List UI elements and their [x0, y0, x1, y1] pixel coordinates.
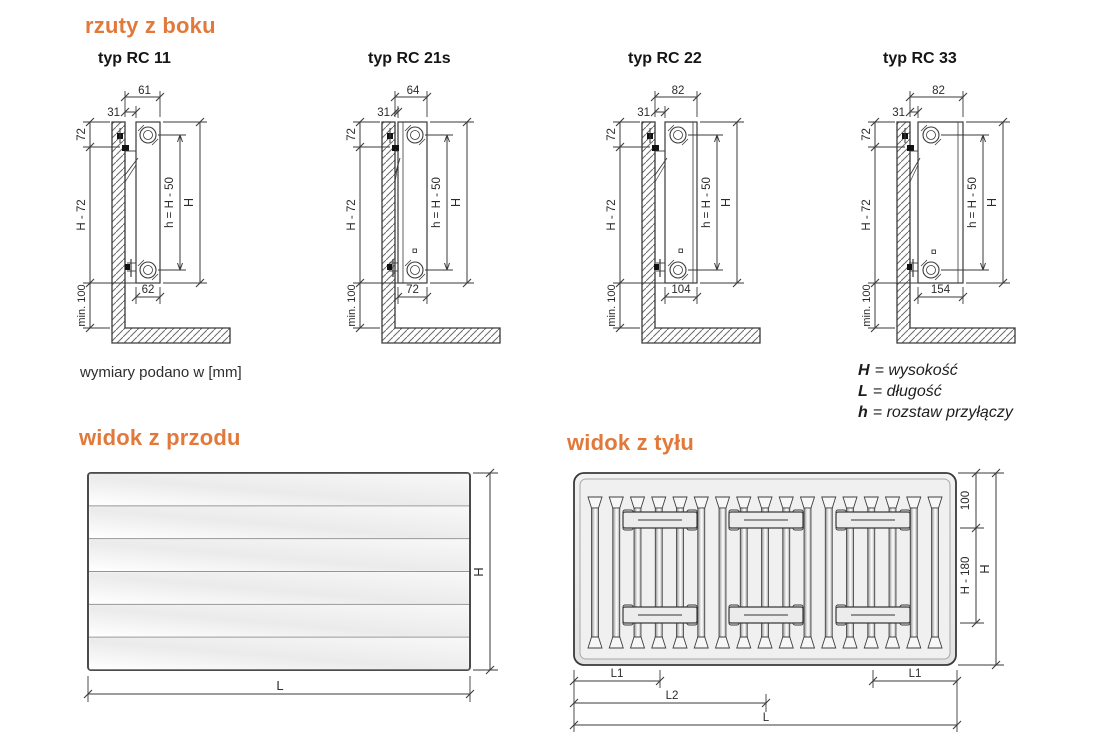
- rear-view-drawing: [560, 460, 1094, 751]
- section-title-rear-view: widok z tyłu: [567, 430, 695, 455]
- dim-label: 82: [932, 85, 945, 97]
- dim-label: 82: [671, 85, 685, 97]
- radiator-panel: [136, 122, 160, 283]
- diagram-title: typ RC 21s: [368, 50, 451, 67]
- dim-label: H: [449, 197, 463, 208]
- dim-label: H: [977, 564, 992, 574]
- side-view-rc11: [60, 50, 310, 355]
- dim-label: h = H - 50: [967, 177, 979, 228]
- dim-label: min. 100: [346, 284, 358, 327]
- dim-label: L: [762, 712, 770, 724]
- legend-item: [858, 381, 1013, 402]
- dim-label: 72: [861, 128, 873, 141]
- dim-label: H - 72: [861, 199, 873, 231]
- dim-label: 100: [960, 490, 972, 511]
- dim-label: 104: [671, 284, 691, 296]
- dim-label: H - 72: [346, 199, 358, 231]
- dim-label: 72: [406, 284, 419, 296]
- radiator-panel: [398, 122, 427, 283]
- legend-symbol: h: [858, 404, 868, 421]
- legend-text: = wysokość: [874, 362, 958, 379]
- section-title-front-view: widok z przodu: [79, 425, 241, 450]
- side-view-rc33: [845, 50, 1094, 355]
- dim-label: 64: [406, 85, 420, 97]
- wall-and-floor: [642, 122, 760, 343]
- dimension-legend: [858, 360, 1013, 423]
- dim-label: h = H - 50: [164, 177, 176, 228]
- dim-label: H - 180: [960, 556, 972, 595]
- radiator-panel: [918, 122, 963, 283]
- dim-label: h = H - 50: [431, 177, 443, 228]
- diagram-title: typ RC 33: [883, 50, 957, 67]
- front-panel: [88, 473, 470, 670]
- dim-label: L2: [665, 690, 679, 702]
- dim-label: H: [182, 197, 196, 208]
- dim-label: min. 100: [861, 284, 873, 327]
- radiator-panel: [665, 122, 697, 283]
- dim-label: L1: [610, 668, 624, 680]
- diagram-title: typ RC 22: [628, 50, 702, 67]
- front-view-drawing: [60, 460, 520, 720]
- dim-label: H - 72: [606, 199, 618, 231]
- legend-text: = rozstaw przyłączy: [872, 404, 1013, 421]
- legend-item: [858, 360, 1013, 381]
- dim-label: H: [985, 197, 999, 208]
- dim-label: 62: [141, 284, 155, 296]
- dim-label: 61: [138, 85, 151, 97]
- side-view-rc22: [590, 50, 840, 355]
- dim-label: 31: [377, 107, 390, 119]
- dim-label: L1: [908, 668, 922, 680]
- dim-label: L: [276, 678, 284, 693]
- side-view-drawing-rc22: [590, 85, 840, 355]
- dim-label: 154: [930, 284, 951, 296]
- dim-label: min. 100: [76, 284, 88, 327]
- legend-symbol: L: [858, 383, 868, 400]
- wall-and-floor: [112, 122, 230, 343]
- dim-label: 72: [76, 128, 88, 141]
- legend-text: = długość: [872, 383, 942, 400]
- dim-label: h = H - 50: [701, 177, 713, 228]
- dim-label: 31: [892, 107, 905, 119]
- dim-label: H - 72: [76, 199, 88, 231]
- dim-label: 31: [107, 107, 120, 119]
- legend-item: [858, 402, 1013, 423]
- side-view-rc21s: [330, 50, 580, 355]
- dim-label: H: [471, 567, 486, 577]
- diagram-title: typ RC 11: [98, 50, 171, 67]
- legend-symbol: H: [858, 362, 870, 379]
- dim-label: 72: [606, 128, 618, 141]
- side-view-drawing-rc21s: [330, 85, 580, 355]
- units-note: wymiary podano w [mm]: [80, 364, 242, 381]
- side-view-drawing-rc11: [60, 85, 310, 355]
- dim-label: 31: [637, 107, 650, 119]
- side-view-drawing-rc33: [845, 85, 1094, 355]
- section-title-side-views: rzuty z boku: [85, 13, 216, 38]
- dim-label: H: [719, 197, 733, 208]
- dim-label: 72: [346, 128, 358, 141]
- dim-label: min. 100: [606, 284, 618, 327]
